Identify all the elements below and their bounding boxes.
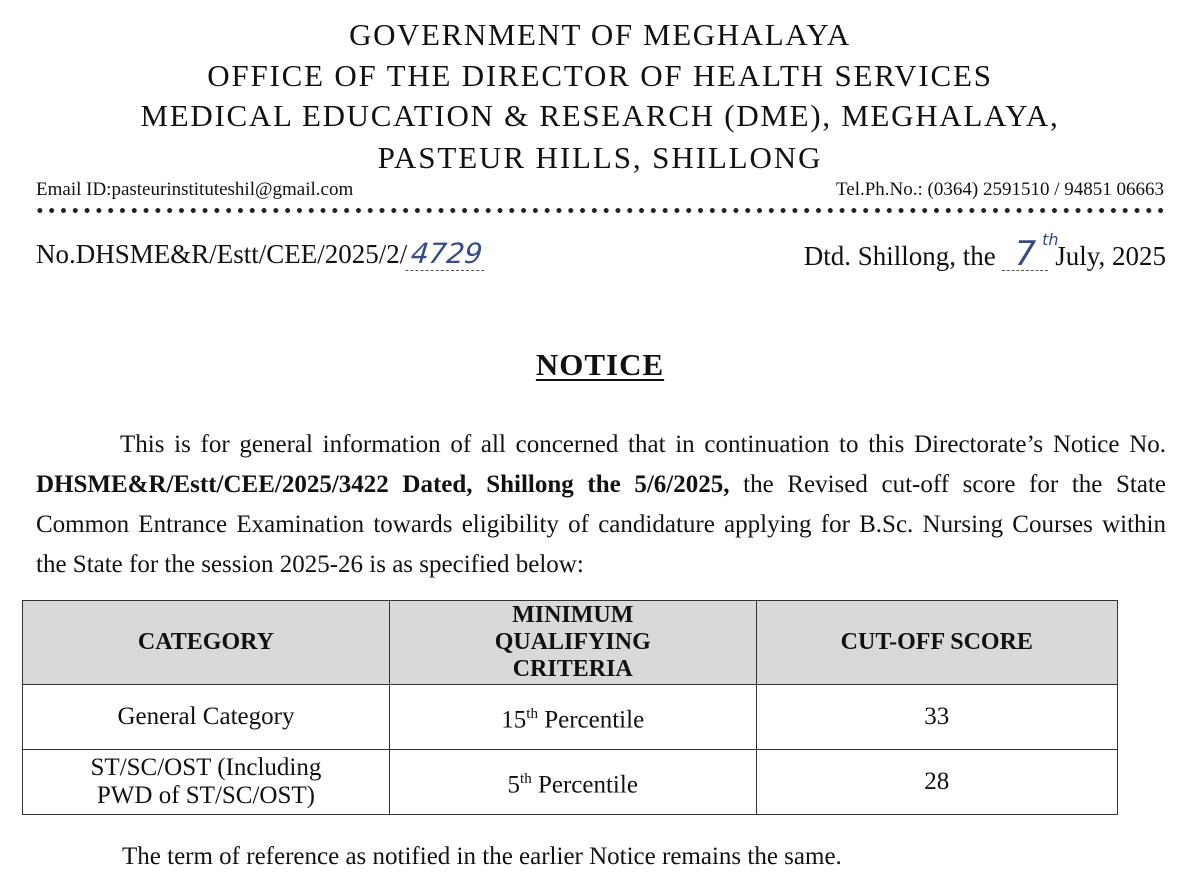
header-criteria [389,601,756,685]
header-category: CATEGORY [23,601,390,685]
date-prefix: Dtd. Shillong, the [803,241,996,271]
criteria-number: 5 [507,771,521,799]
para-part-1: This is for general information of all concerned that in continuation to this Directorate’s Notice No. [120,431,1166,458]
row-score: 33 [756,685,1117,750]
row-criteria [389,750,756,815]
date-day-suffix: th [1042,230,1059,249]
handwritten-day [1002,230,1059,274]
notice-title [0,347,1200,383]
row-category [23,750,390,815]
reference-prefix: No.DHSME&R/Estt/CEE/2025/2/ [36,239,408,269]
row-criteria [389,685,756,750]
header-government: GOVERNMENT OF MEGHALAYA [349,17,851,52]
dotted-divider [34,206,1168,215]
row-category: General Category [23,685,390,750]
header-office: OFFICE OF THE DIRECTOR OF HEALTH SERVICES [207,58,993,93]
handwritten-number: 4729 [406,238,489,271]
header-criteria-text: MINIMUM QUALIFYING CRITERIA [494,602,651,682]
reference-date [803,230,1166,274]
contact-email: Email ID:pasteurinstituteshil@gmail.com [36,179,354,200]
notice-paragraph [36,425,1166,585]
header-department: MEDICAL EDUCATION & RESEARCH (DME), MEGHALAYA, [140,98,1060,133]
table-row [23,750,1118,815]
date-rest: July, 2025 [1055,241,1166,271]
header-address: PASTEUR HILLS, SHILLONG [377,140,823,175]
notice-title-text: NOTICE [535,347,665,382]
para-bold-reference: DHSME&R/Estt/CEE/2025/3422 Dated, Shillong the 5/6/2025, [36,471,730,498]
reference-number [36,238,487,271]
date-day: 7 [1014,234,1037,274]
row-category-text: ST/SC/OST (Including PWD of ST/SC/OST) [90,754,322,809]
criteria-suffix: th [520,770,532,787]
criteria-text: Percentile [531,771,638,799]
table-header-row [23,601,1118,685]
criteria-text: Percentile [537,706,645,734]
header-score: CUT-OFF SCORE [756,601,1117,685]
criteria-suffix: th [526,705,538,722]
row-score: 28 [756,750,1117,815]
table-row [23,685,1118,750]
closing-sentence: The term of reference as notified in the earlier Notice remains the same. [122,843,842,870]
para-part-2: the Revised cut-off score for the State Common Entrance Examination towards eligibility of candidature applying for B.Sc. Nursing Courses within the State for the session 2025-26 is as specified below: [36,471,1166,578]
criteria-number: 15 [501,706,527,734]
cutoff-table [22,600,1118,815]
contact-phone: Tel.Ph.No.: (0364) 2591510 / 94851 06663 [836,179,1164,200]
